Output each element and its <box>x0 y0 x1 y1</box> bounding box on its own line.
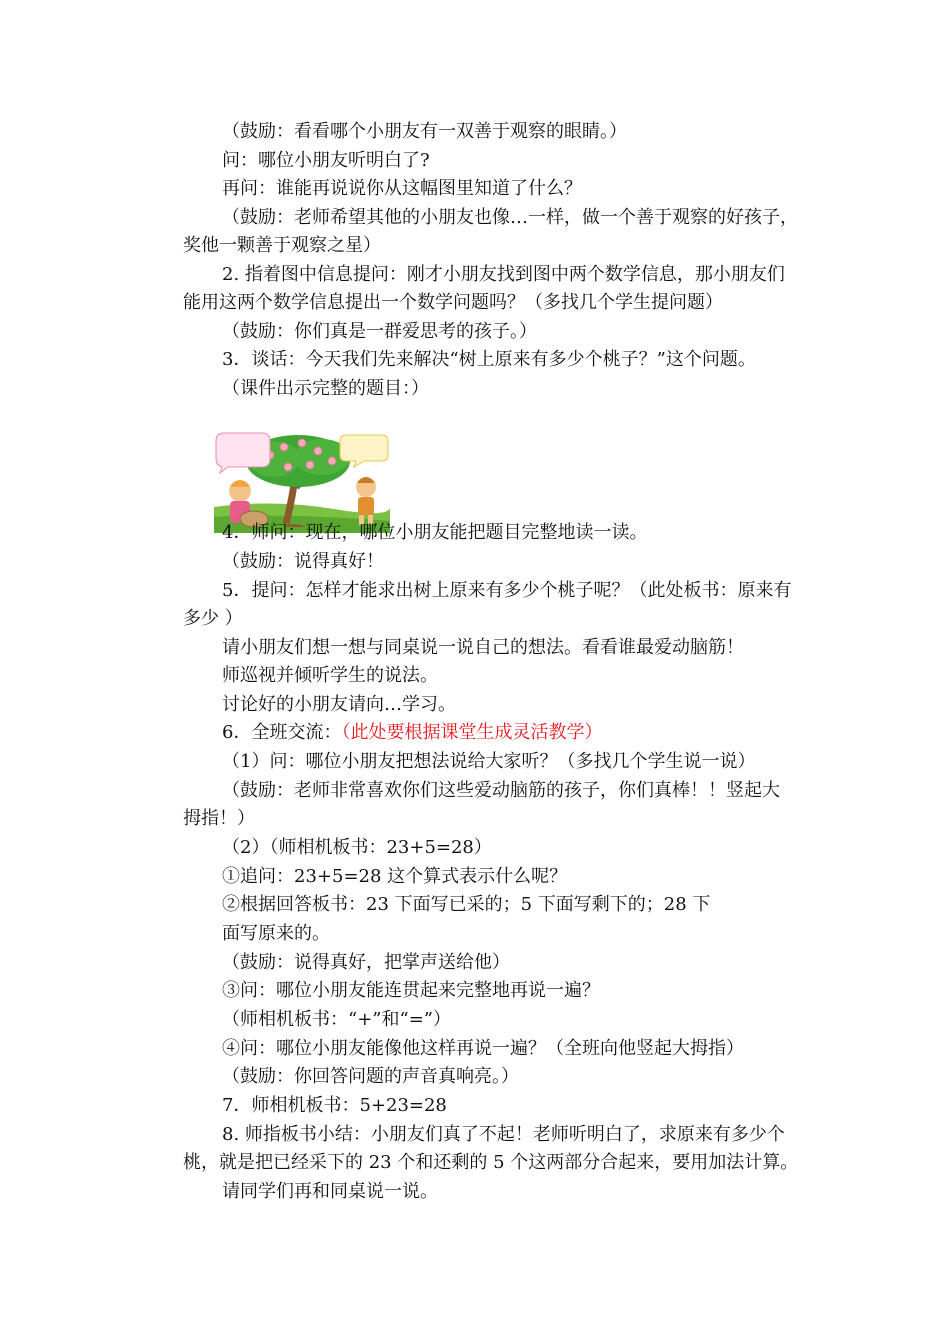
text-line: （鼓励：说得真好，把掌声送给他） <box>222 952 510 973</box>
text-line: 多少 ） <box>183 608 243 629</box>
text-line: 讨论好的小朋友请向…学习。 <box>222 694 456 715</box>
text-line: （1）问：哪位小朋友把想法说给大家听？（多找几个学生说一说） <box>222 751 756 772</box>
text-line <box>222 722 602 744</box>
text-line: 问：哪位小朋友听明白了? <box>222 150 430 171</box>
text-line: 师巡视并倾听学生的说法。 <box>222 665 438 686</box>
text-line: （师相机板书：“+”和“=”） <box>222 1009 451 1030</box>
peach-tree-illustration <box>214 429 390 533</box>
text-line: 5．提问：怎样才能求出树上原来有多少个桃子呢？（此处板书：原来有 <box>222 580 792 601</box>
text-line: 能用这两个数学信息提出一个数学问题吗？（多找几个学生提问题） <box>183 292 723 313</box>
text-line: 请同学们再和同桌说一说。 <box>222 1181 438 1202</box>
text-line: 拇指！） <box>183 808 255 829</box>
text-line: （鼓励：看看哪个小朋友有一双善于观察的眼睛。） <box>222 121 627 142</box>
text-line: 奖他一颗善于观察之星） <box>183 235 381 256</box>
text-line: 面写原来的。 <box>222 923 330 944</box>
text-line: 再问：谁能再说说你从这幅图里知道了什么？ <box>222 178 582 199</box>
text-line: （鼓励：你回答问题的声音真响亮。） <box>222 1066 519 1087</box>
section-heading: 6．全班交流： <box>222 722 342 743</box>
text-line: （鼓励：你们真是一群爱思考的孩子。） <box>222 321 537 342</box>
text-line: （鼓励：老师非常喜欢你们这些爱动脑筋的孩子，你们真棒！！竖起大 <box>222 780 780 801</box>
text-line: （鼓励：老师希望其他的小朋友也像…一样，做一个善于观察的好孩子， <box>222 207 798 228</box>
text-line: 3．谈话：今天我们先来解决“树上原来有多少个桃子？”这个问题。 <box>222 349 756 370</box>
text-line: ③问：哪位小朋友能连贯起来完整地再说一遍？ <box>222 980 600 1001</box>
teaching-note: （此处要根据课堂生成灵活教学） <box>341 722 603 743</box>
peach-tree-picture <box>214 429 390 533</box>
text-line: 桃，就是把已经采下的 23 个和还剩的 5 个这两部分合起来，要用加法计算。 <box>183 1152 799 1173</box>
text-line: ②根据回答板书：23 下面写已采的；5 下面写剩下的；28 下 <box>222 894 711 915</box>
text-line: ④问：哪位小朋友能像他这样再说一遍？（全班向他竖起大拇指） <box>222 1038 744 1059</box>
text-line: （课件出示完整的题目：） <box>222 378 429 399</box>
text-line: 请小朋友们想一想与同桌说一说自己的想法。看看谁最爱动脑筋！ <box>222 637 744 658</box>
text-line: 2. 指着图中信息提问：刚才小朋友找到图中两个数学信息，那小朋友们 <box>222 264 785 285</box>
text-line: （鼓励：说得真好！ <box>222 551 384 572</box>
text-line: 8. 师指板书小结：小朋友们真了不起！老师听明白了，求原来有多少个 <box>222 1124 785 1145</box>
text-line: 7．师相机板书：5+23=28 <box>222 1095 447 1116</box>
text-line: 4．师问：现在，哪位小朋友能把题目完整地读一读。 <box>222 522 648 543</box>
text-line: （2）（师相机板书：23+5=28） <box>222 837 492 858</box>
text-line: ①追问：23+5=28 这个算式表示什么呢？ <box>222 866 568 887</box>
